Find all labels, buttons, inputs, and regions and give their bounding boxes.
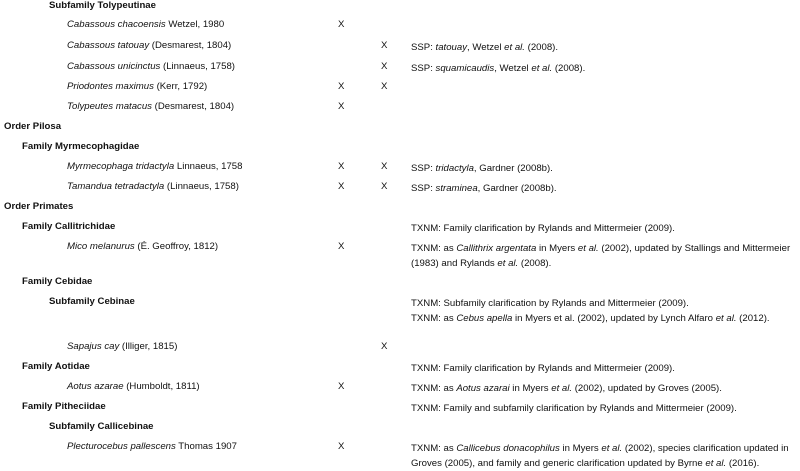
note-text: TXNM: Family clarification by Rylands and Mittermeier (2009). [411,363,675,374]
species-author: Thomas 1907 [175,441,237,452]
species-binomial: Priodontes maximus [67,81,154,92]
taxon-name: Family Aotidae [22,361,90,372]
note-text: in Myers [559,443,602,454]
taxon-name: Family Myrmecophagidae [22,141,140,152]
taxon-name: Family Cebidae [22,276,93,287]
note-text: tatouay [435,42,468,53]
note-text: straminea [435,183,478,194]
presence-mark-col1: X [338,81,345,92]
note-text: (2016). [726,458,760,469]
species-name [67,341,177,352]
note-text: SSP: [411,183,436,194]
note-text: SSP: [411,63,436,74]
note-text: et al. [551,383,573,394]
species-author: (Kerr, 1792) [153,81,208,92]
note-text: TXNM: Family clarification by Rylands and Mittermeier (2009). [411,223,675,234]
presence-mark-col2: X [381,81,388,92]
note-text: (2002), updated by Groves (2005). [572,383,722,394]
species-binomial: Mico melanurus [67,241,135,252]
note-text: et al. [705,458,727,469]
species-binomial: Cabassous tatouay [67,40,150,51]
species-binomial: Cabassous unicinctus [67,61,161,72]
note-text: TXNM: as [411,383,457,394]
species-name [67,161,242,172]
note-text: in Myers [509,383,552,394]
note-text: (2002), species clarification updated in Groves (2005), and family and generic clarification updated by Byrne [411,443,789,469]
note-text: in Myers [536,243,578,254]
row-note [411,221,799,236]
taxon-name: Order Pilosa [4,121,62,132]
note-text: TXNM: as [411,243,457,254]
species-name [67,101,234,112]
presence-mark-col1: X [338,181,345,192]
note-text: , Wetzel [467,42,505,53]
presence-mark-col1: X [338,241,345,252]
note-text: , Gardner (2008b). [473,163,553,174]
note-text: (2012). [736,313,770,324]
species-binomial: Plecturocebus pallescens [67,441,176,452]
row-note [411,296,799,326]
taxon-name: Family Pitheciidae [22,401,106,412]
species-binomial: Tolypeutes matacus [67,101,152,112]
presence-mark-col1: X [338,19,345,30]
species-author: (Humboldt, 1811) [123,381,200,392]
row-note [411,381,799,396]
note-text: (2002), updated by Stallings and Mittermeier (1983) and Rylands [411,243,791,269]
presence-mark-col2: X [381,341,388,352]
note-text: et al. [497,258,519,269]
note-text: SSP: [411,42,436,53]
note-text: et al. [577,243,599,254]
species-author: (Desmarest, 1804) [149,40,232,51]
row-note [411,401,799,416]
species-name [67,81,207,92]
presence-mark-col1: X [338,381,345,392]
note-text: et al. [601,443,623,454]
note-text: TXNM: as [411,313,457,324]
note-text: (2008). [552,63,586,74]
row-note [411,181,799,196]
species-binomial: Myrmecophaga tridactyla [67,161,175,172]
species-name [67,181,239,192]
note-text: SSP: [411,163,436,174]
note-text: et al. [715,313,737,324]
row-note [411,361,799,376]
note-text: , Wetzel [494,63,532,74]
species-name [67,441,237,452]
species-author: (Linnaeus, 1758) [160,61,235,72]
note-text: (2008). [518,258,552,269]
row-note [411,241,799,271]
presence-mark-col2: X [381,181,388,192]
taxon-name: Family Callitrichidae [22,221,116,232]
row-note [411,61,799,76]
taxon-name: Order Primates [4,201,74,212]
presence-mark-col1: X [338,101,345,112]
note-text: TXNM: Subfamily clarification by Rylands and Mittermeier (2009). [411,298,689,309]
presence-mark-col2: X [381,40,388,51]
row-note [411,441,799,471]
species-name [67,40,231,51]
species-name [67,241,218,252]
species-binomial: Cabassous chacoensis [67,19,166,30]
species-author: Linnaeus, 1758 [174,161,243,172]
taxon-name: Subfamily Cebinae [49,296,135,307]
taxon-name: Subfamily Callicebinae [49,421,154,432]
note-text: TXNM: as [411,443,457,454]
note-text: Callithrix argentata [456,243,537,254]
note-text: (2008). [524,42,559,53]
row-note [411,40,799,55]
note-text: Cebus apella [456,313,513,324]
taxon-name: Subfamily Tolypeutinae [49,0,156,11]
note-text: squamicaudis [435,63,495,74]
note-text: Aotus azarai [456,383,510,394]
note-text: tridactyla [435,163,474,174]
species-binomial: Sapajus cay [67,341,120,352]
note-text: et al. [504,42,525,53]
species-name [67,61,235,72]
presence-mark-col1: X [338,161,345,172]
species-name [67,381,200,392]
note-text: TXNM: Family and subfamily clarification by Rylands and Mittermeier (2009). [411,403,737,414]
species-binomial: Aotus azarae [67,381,124,392]
note-text: , Gardner (2008b). [477,183,557,194]
presence-mark-col1: X [338,441,345,452]
presence-mark-col2: X [381,61,388,72]
species-name [67,19,224,30]
species-author: (Illiger, 1815) [119,341,178,352]
species-author: Wetzel, 1980 [165,19,225,30]
species-binomial: Tamandua tetradactyla [67,181,165,192]
presence-mark-col2: X [381,161,388,172]
note-text: Callicebus donacophilus [456,443,560,454]
species-author: (É. Geoffroy, 1812) [134,241,219,252]
species-author: (Linnaeus, 1758) [164,181,239,192]
species-author: (Desmarest, 1804) [151,101,235,112]
note-text: in Myers et al. (2002), updated by Lynch Alfaro [512,313,716,324]
row-note [411,161,799,176]
note-text: et al. [531,63,553,74]
